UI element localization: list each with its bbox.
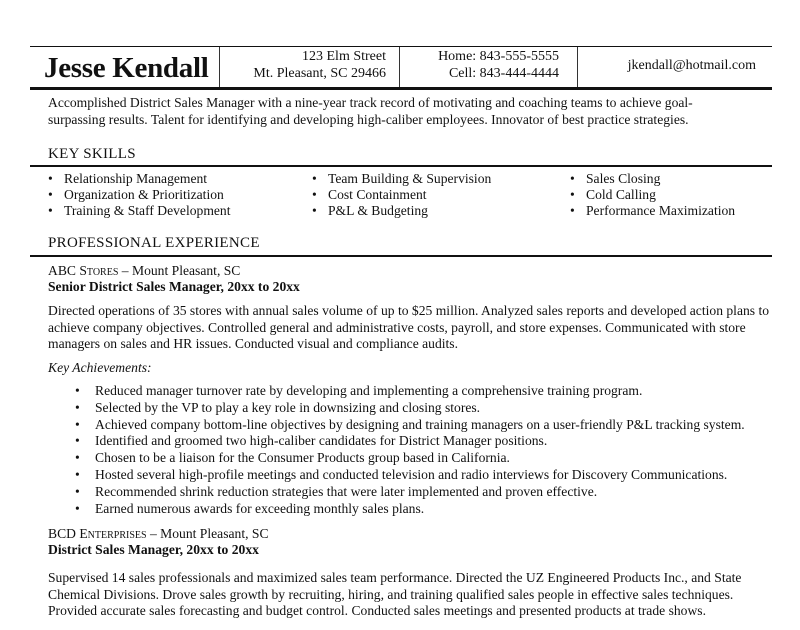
skill-item: • Organization & Prioritization [48, 187, 231, 203]
email: jkendall@hotmail.com [627, 58, 756, 73]
skill-item: • Training & Staff Development [48, 203, 231, 219]
job-description: Directed operations of 35 stores with annual sales volume of up to $25 million. Analyzed sales reports and developed action plans to achieve company objectives. Controlled general and administrative costs, payroll, and store expenses. Communicated with store managers on sales and HR issues. Conducted visual and compliance audits. [48, 303, 770, 351]
achievement-item: • Chosen to be a liaison for the Consumer Products group based in California. [95, 450, 745, 467]
achievement-item: • Identified and groomed two high-caliber candidates for District Manager positions. [95, 433, 745, 450]
address [222, 48, 386, 82]
phones [402, 48, 559, 82]
skill-item: • Cost Containment [312, 187, 491, 203]
header-divider [219, 47, 220, 88]
skill-item: • Relationship Management [48, 171, 231, 187]
achievement-item: • Achieved company bottom-line objectives by designing and training managers on a user-friendly P&L tracking system. [95, 417, 745, 434]
skills-column-1 [48, 171, 231, 219]
skills-heading: KEY SKILLS [48, 146, 136, 162]
achievements-label: Key Achievements: [48, 360, 152, 375]
experience-rule [30, 255, 772, 257]
header-divider [399, 47, 400, 88]
job-description: Supervised 14 sales professionals and maximized sales team performance. Directed the UZ Engineered Products Inc., and State Chemical Divisions. Drove sales growth by recruiting, hiring, and training qualified sales people in effective sales techniques. Provided accurate sales forecasting and budget control. Conducted sales meetings and presented products at trade shows. [48, 570, 742, 618]
job-title: Senior District Sales Manager, 20xx to 20xx [48, 279, 300, 294]
achievement-item: • Selected by the VP to play a key role in downsizing and closing stores. [95, 400, 745, 417]
company-location: – Mount Pleasant, SC [118, 263, 241, 278]
header-divider [577, 47, 578, 88]
achievement-item: • Reduced manager turnover rate by developing and implementing a comprehensive training program. [95, 383, 745, 400]
company-location: – Mount Pleasant, SC [146, 526, 269, 541]
skills-column-3 [570, 171, 735, 219]
home-phone: Home: 843-555-5555 [438, 49, 559, 64]
achievement-item: • Hosted several high-profile meetings and conducted television and radio interviews for Discovery Communications. [95, 467, 745, 484]
candidate-name: Jesse Kendall [44, 52, 209, 84]
job-company-line [48, 526, 269, 542]
skill-item: • Team Building & Supervision [312, 171, 491, 187]
achievement-item: • Earned numerous awards for exceeding monthly sales plans. [95, 501, 745, 518]
cell-phone: Cell: 843-444-4444 [448, 66, 559, 81]
job-title: District Sales Manager, 20xx to 20xx [48, 542, 259, 557]
achievements-list [95, 383, 745, 517]
company-name: BCD Enterprises [48, 526, 147, 541]
address-line1: 123 Elm Street [302, 49, 386, 64]
skills-column-2 [312, 171, 491, 219]
achievement-item: • Recommended shrink reduction strategies that were later implemented and proven effective. [95, 484, 745, 501]
company-name: ABC Stores [48, 263, 119, 278]
summary: Accomplished District Sales Manager with a nine-year track record of motivating and coaching teams to achieve goal-surpassing results. Talent for identifying and developing high-caliber employees. Innovator of best practice strategies. [48, 95, 693, 127]
skill-item: • Performance Maximization [570, 203, 735, 219]
skill-item: • Sales Closing [570, 171, 735, 187]
skills-rule [30, 165, 772, 167]
skill-item: • P&L & Budgeting [312, 203, 491, 219]
address-line2: Mt. Pleasant, SC 29466 [253, 66, 386, 81]
header-bottom-rule [30, 87, 772, 90]
experience-heading: PROFESSIONAL EXPERIENCE [48, 235, 260, 251]
job-company-line [48, 263, 240, 279]
header-top-rule [30, 46, 772, 47]
skill-item: • Cold Calling [570, 187, 735, 203]
